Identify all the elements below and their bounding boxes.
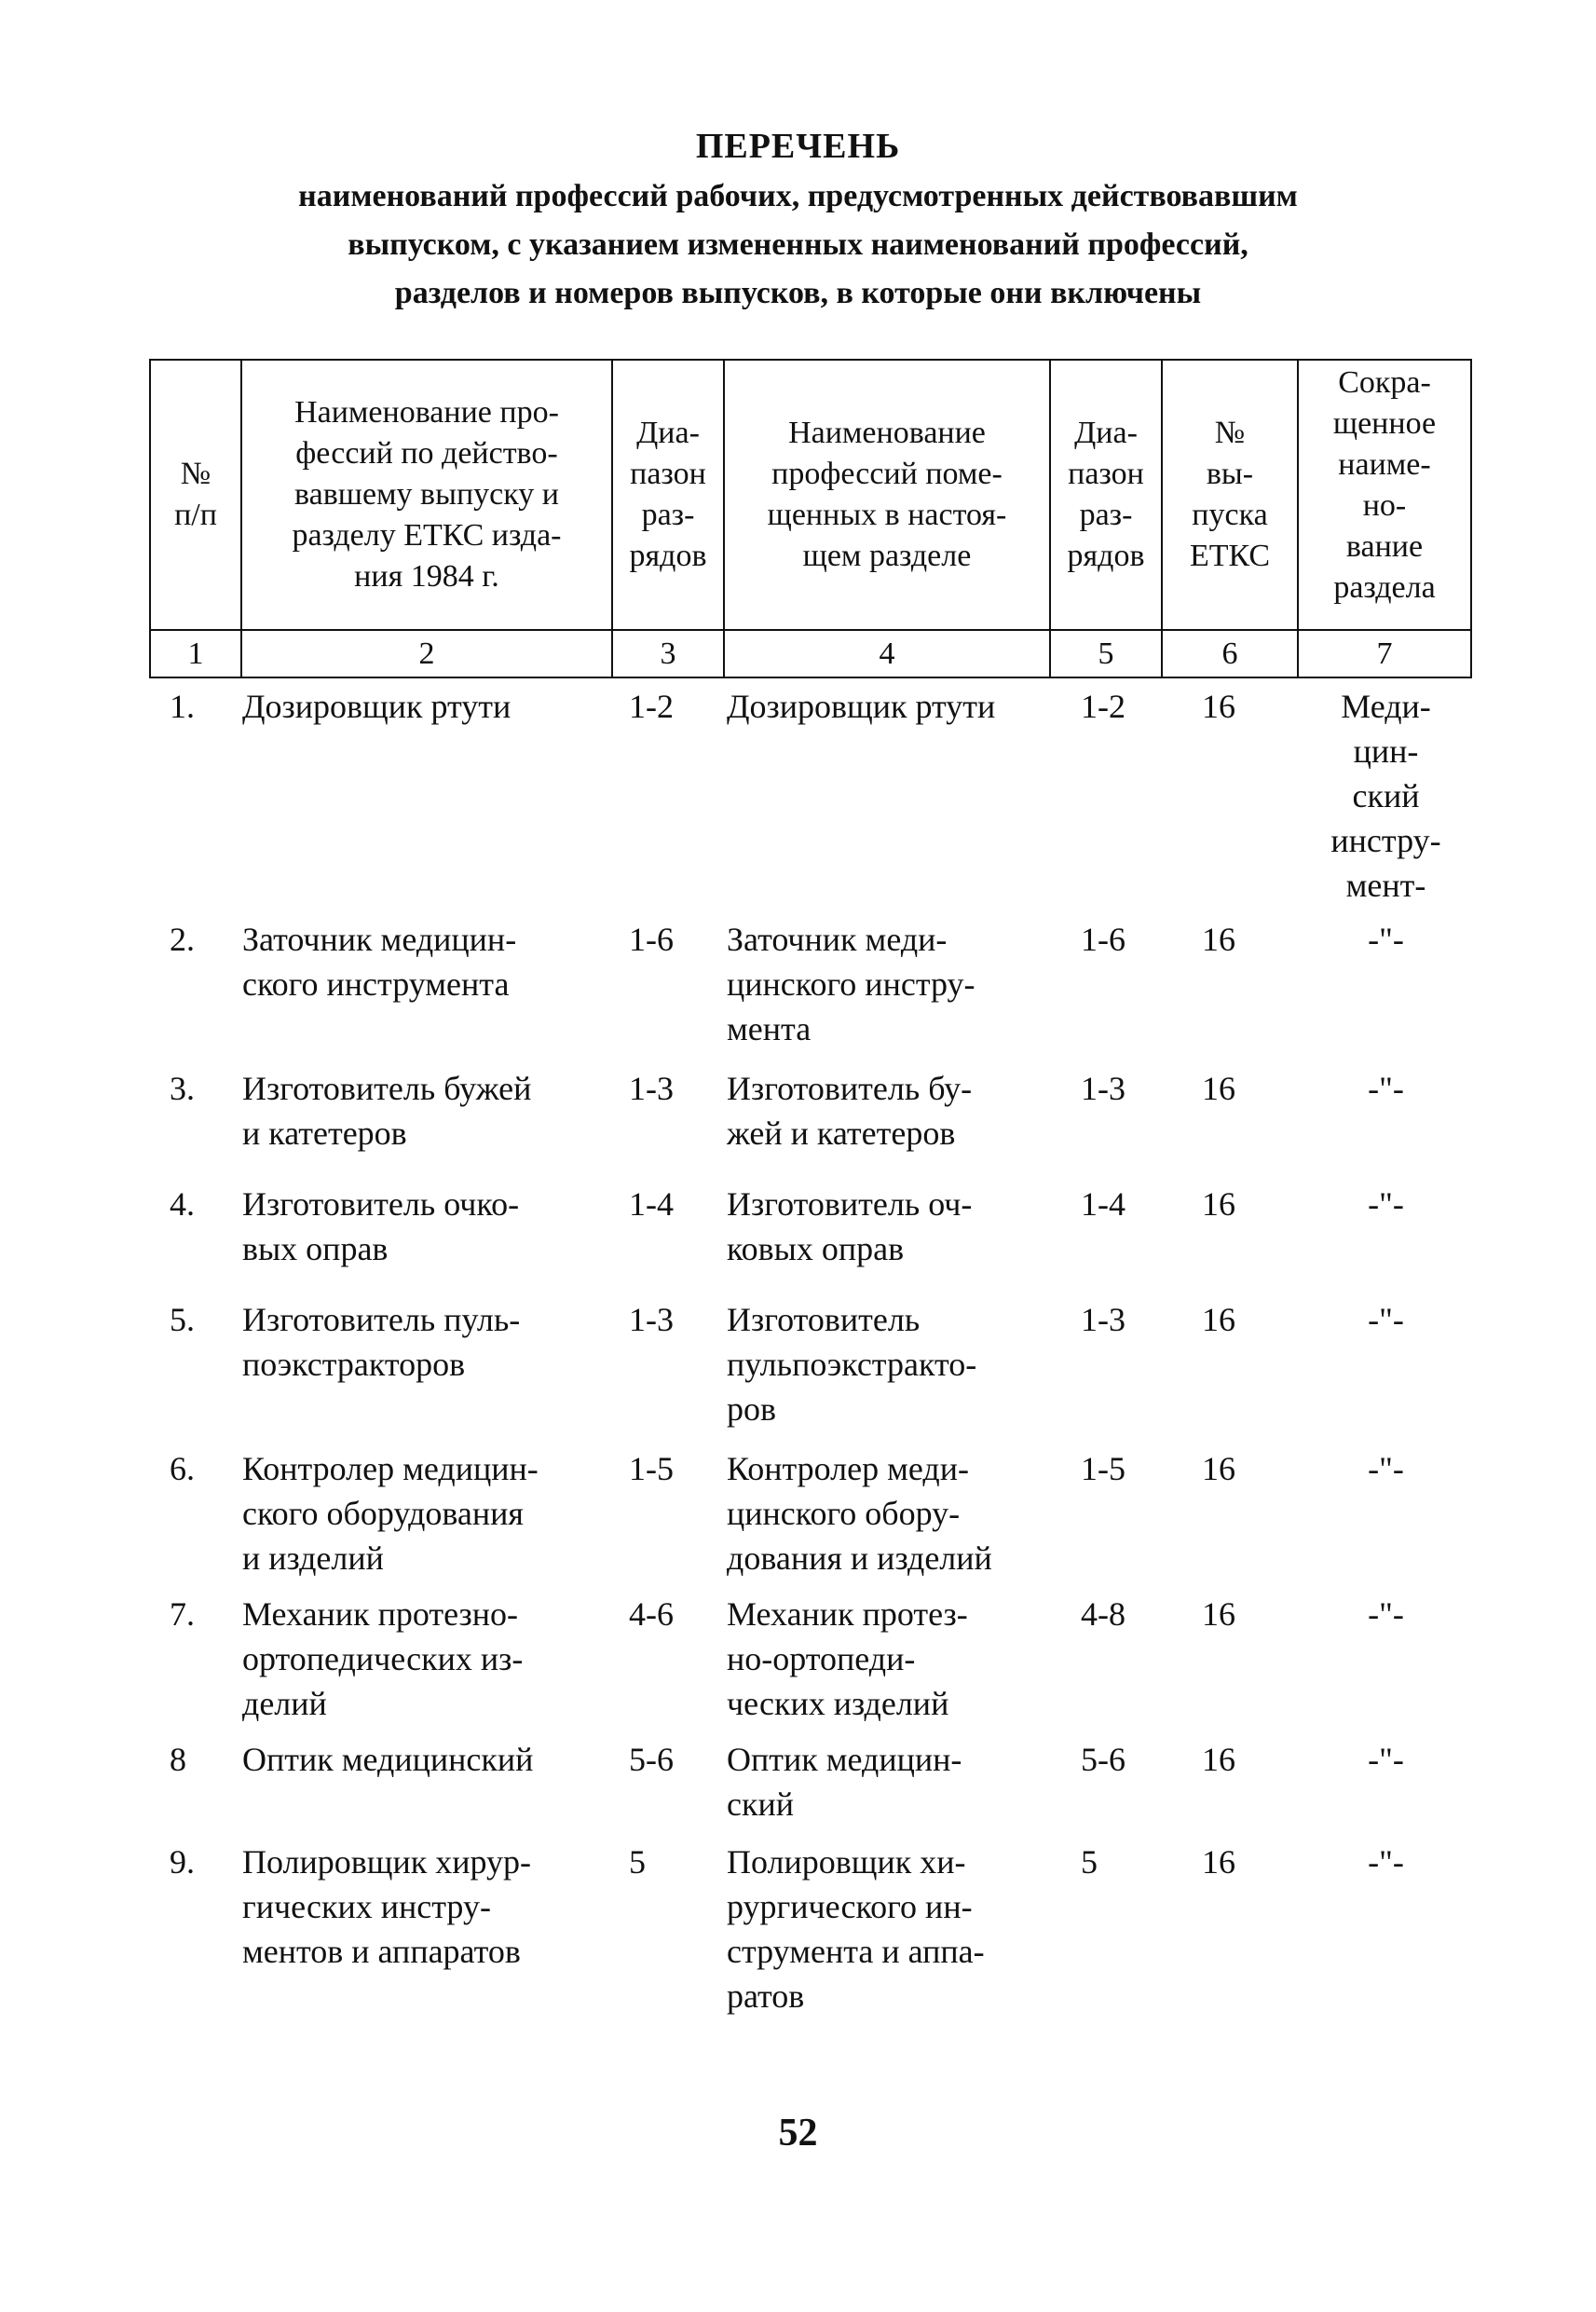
header-cell-old-range: Диа- пазон раз- рядов: [611, 359, 725, 631]
new-grade-range: 5: [1081, 1843, 1098, 1881]
issue-number: 16: [1202, 1595, 1235, 1633]
old-grade-range: 4-6: [629, 1595, 674, 1633]
header-cell-old-name: Наименование про- фессий по действо- вавшему выпуску и разделу ЕТКС изда- ния 1984 г.: [240, 359, 613, 631]
page-number: 52: [778, 2112, 818, 2155]
old-profession-name: Механик протезно- ортопедических из- делий: [242, 1595, 524, 1722]
issue-number: 16: [1202, 1070, 1235, 1107]
subtitle-line: наименований профессий рабочих, предусмотренных действовавшим: [298, 179, 1298, 213]
old-profession-name: Изготовитель бужей и катетеров: [242, 1070, 532, 1152]
issue-number: 16: [1202, 1741, 1235, 1778]
old-grade-range: 1-4: [629, 1185, 674, 1223]
header-cell-new-range: Диа- пазон раз- рядов: [1049, 359, 1163, 631]
new-grade-range: 5-6: [1081, 1741, 1125, 1778]
column-number-cell: 5: [1049, 629, 1163, 678]
section-short-name: -"-: [1368, 1301, 1404, 1338]
old-profession-name: Дозировщик ртути: [242, 688, 512, 725]
row-number: 6.: [170, 1450, 195, 1487]
row-number: 1.: [170, 688, 195, 725]
new-profession-name: Дозировщик ртути: [727, 688, 996, 725]
document-title: ПЕРЕЧЕНЬ: [695, 127, 901, 166]
section-short-name: -"-: [1368, 1070, 1404, 1107]
new-profession-name: Изготовитель оч- ковых оправ: [727, 1185, 973, 1267]
old-grade-range: 1-3: [629, 1070, 674, 1107]
issue-number: 16: [1202, 1185, 1235, 1223]
new-profession-name: Изготовитель бу- жей и катетеров: [727, 1070, 973, 1152]
column-number-cell: 4: [723, 629, 1051, 678]
column-number-cell: 3: [611, 629, 725, 678]
row-number: 3.: [170, 1070, 195, 1107]
subtitle-line: выпуском, с указанием измененных наименований профессий,: [348, 227, 1248, 262]
old-grade-range: 5: [629, 1843, 646, 1881]
old-profession-name: Оптик медицинский: [242, 1741, 534, 1778]
section-short-name: -"-: [1368, 921, 1404, 958]
old-grade-range: 5-6: [629, 1741, 674, 1778]
row-number: 8: [170, 1741, 186, 1778]
new-profession-name: Контролер меди- цинского обору- дования и изделий: [727, 1450, 992, 1577]
column-number-cell: 7: [1297, 629, 1472, 678]
section-short-name: -"-: [1368, 1185, 1404, 1223]
issue-number: 16: [1202, 688, 1235, 725]
header-cell-new-name: Наименование профессий поме- щенных в настоя- щем разделе: [723, 359, 1051, 631]
row-number: 5.: [170, 1301, 195, 1338]
column-number-cell: 6: [1161, 629, 1299, 678]
old-grade-range: 1-3: [629, 1301, 674, 1338]
new-profession-name: Полировщик хи- рургического ин- струмента и аппа- ратов: [727, 1843, 985, 2015]
header-cell-issue: № вы- пуска ЕТКС: [1161, 359, 1299, 631]
old-grade-range: 1-2: [629, 688, 674, 725]
column-number-cell: 2: [240, 629, 613, 678]
header-cell-section: Сокра- щенное наиме- но- вание раздела: [1297, 359, 1472, 631]
row-number: 4.: [170, 1185, 195, 1223]
row-number: 7.: [170, 1595, 195, 1633]
new-profession-name: Механик протез- но-ортопеди- ческих изделий: [727, 1595, 968, 1722]
section-short-name: Меди- цин- ский инстру- мент-: [1330, 688, 1441, 904]
new-profession-name: Оптик медицин- ский: [727, 1741, 962, 1823]
section-short-name: -"-: [1368, 1843, 1404, 1881]
new-grade-range: 1-4: [1081, 1185, 1125, 1223]
old-profession-name: Заточник медицин- ского инструмента: [242, 921, 517, 1003]
issue-number: 16: [1202, 1450, 1235, 1487]
issue-number: 16: [1202, 921, 1235, 958]
new-grade-range: 1-3: [1081, 1301, 1125, 1338]
header-cell-number: № п/п: [149, 359, 242, 631]
new-grade-range: 4-8: [1081, 1595, 1125, 1633]
new-grade-range: 1-3: [1081, 1070, 1125, 1107]
new-grade-range: 1-5: [1081, 1450, 1125, 1487]
old-grade-range: 1-6: [629, 921, 674, 958]
row-number: 2.: [170, 921, 195, 958]
section-short-name: -"-: [1368, 1741, 1404, 1778]
subtitle-line: разделов и номеров выпусков, в которые они включены: [394, 276, 1202, 310]
new-profession-name: Заточник меди- цинского инстру- мента: [727, 921, 975, 1047]
row-number: 9.: [170, 1843, 195, 1881]
section-short-name: -"-: [1368, 1595, 1404, 1633]
new-grade-range: 1-6: [1081, 921, 1125, 958]
issue-number: 16: [1202, 1843, 1235, 1881]
new-grade-range: 1-2: [1081, 688, 1125, 725]
issue-number: 16: [1202, 1301, 1235, 1338]
old-profession-name: Контролер медицин- ского оборудования и изделий: [242, 1450, 539, 1577]
new-profession-name: Изготовитель пульпоэкстракто- ров: [727, 1301, 977, 1428]
section-short-name: -"-: [1368, 1450, 1404, 1487]
old-profession-name: Полировщик хирур- гических инстру- ментов и аппаратов: [242, 1843, 532, 1970]
old-profession-name: Изготовитель пуль- поэкстракторов: [242, 1301, 521, 1383]
old-grade-range: 1-5: [629, 1450, 674, 1487]
old-profession-name: Изготовитель очко- вых оправ: [242, 1185, 520, 1267]
table-header: [149, 359, 1472, 678]
column-number-cell: 1: [149, 629, 242, 678]
document-subtitle: [130, 172, 1466, 318]
